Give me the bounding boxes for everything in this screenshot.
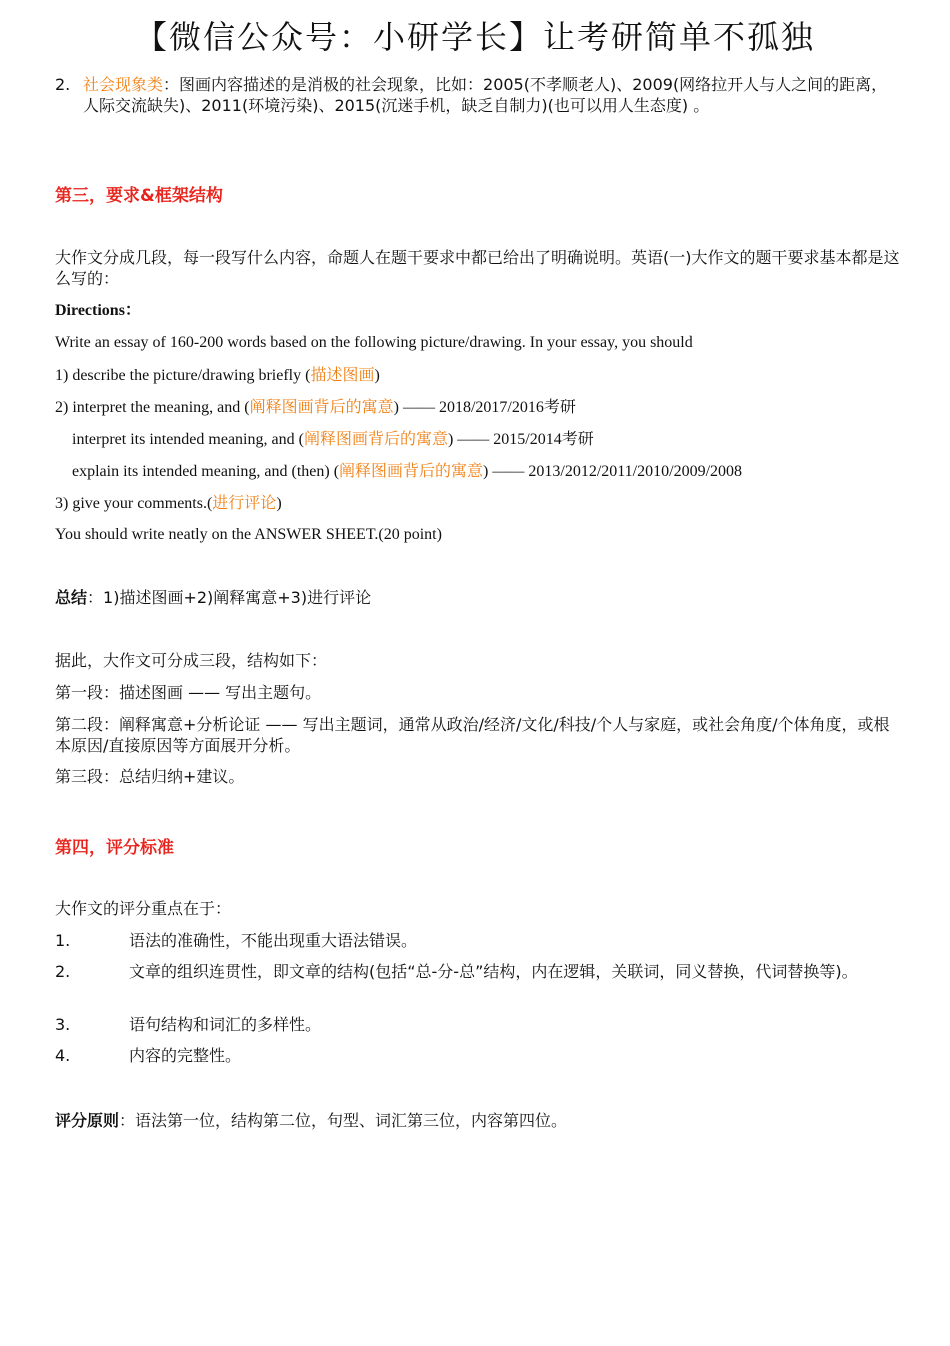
list-item (55, 961, 900, 982)
direction-1-cn: 描述图画 (310, 365, 375, 384)
direction-2-tail: 考研 (543, 397, 576, 416)
list-number: 1. (55, 931, 71, 950)
direction-2c-cn: 阐释图画背后的寓意 (339, 461, 484, 480)
direction-2-cn: 阐释图画背后的寓意 (249, 397, 394, 416)
list-item-social-phenomenon (55, 74, 900, 116)
direction-2b-tail: 考研 (561, 429, 594, 448)
scoring-intro: 大作文的评分重点在于： (55, 899, 232, 918)
direction-2c-years: ) —— 2013/2012/2011/2010/2009/2008 (483, 463, 743, 480)
direction-3-text: 3) give your comments.( (55, 495, 213, 512)
direction-item-2 (55, 396, 900, 418)
list-item (55, 930, 900, 951)
direction-2-years: ) —— 2018/2017/2016 (393, 399, 544, 416)
directions-text: Write an essay of 160-200 words based on the following picture/drawing. In your essay, you should (55, 334, 693, 351)
direction-2-text: 2) interpret the meaning, and ( (55, 399, 250, 416)
direction-2b-years: ) —— 2015/2014 (447, 431, 562, 448)
direction-2b-text: interpret its intended meaning, and ( (72, 431, 304, 448)
category-label: 社会现象类 (83, 75, 164, 94)
list-item-text: 内容的完整性。 (129, 1046, 242, 1065)
structure-intro: 据此，大作文可分成三段，结构如下： (55, 651, 328, 670)
summary-line (55, 587, 900, 608)
list-number: 3. (55, 1015, 71, 1034)
structure-paragraph-2: 第二段：阐释寓意+分析论证 —— 写出主题词，通常从政治/经济/文化/科技/个人与家庭，或社会角度/个体角度，或根本原因/直接原因等方面展开分析。 (55, 715, 890, 755)
direction-1-text: 1) describe the picture/drawing briefly ( (55, 367, 311, 384)
direction-1-close: ) (374, 367, 380, 384)
direction-2c-text: explain its intended meaning, and (then) ( (72, 463, 340, 480)
list-number: 4. (55, 1046, 71, 1065)
list-item-text: 文章的组织连贯性，即文章的结构(包括“总-分-总”结构，内在逻辑，关联词，同义替换，代词替换等)。 (129, 962, 858, 981)
direction-item-2c (55, 460, 917, 482)
list-number: 2. (55, 962, 71, 981)
directions-label: Directions： (55, 302, 141, 319)
page-header-title: 【微信公众号：小研学长】让考研简单不孤独 (134, 18, 815, 56)
direction-item-3 (55, 492, 900, 514)
section-intro-paragraph: 大作文分成几段，每一段写什么内容，命题人在题干要求中都已给出了明确说明。英语(一)大作文的题干要求基本都是这么写的： (55, 248, 900, 288)
direction-3-close: ) (276, 495, 282, 512)
answer-sheet-note: You should write neatly on the ANSWER SHEET.(20 point) (55, 526, 442, 543)
category-description: ：图画内容描述的是消极的社会现象，比如：2005(不孝顺老人)、2009(网络拉开人与人之间的距离，人际交流缺失)、2011(环境污染)、2015(沉迷手机，缺乏自制力)(也可以用人生态度) 。 (83, 75, 888, 115)
list-number: 2. (55, 75, 71, 94)
structure-paragraph-3: 第三段：总结归纳+建议。 (55, 767, 245, 786)
summary-label: 总结 (55, 588, 88, 607)
list-item (55, 1014, 900, 1035)
section-heading-requirements: 第三，要求&框架结构 (55, 186, 223, 206)
direction-2b-cn: 阐释图画背后的寓意 (303, 429, 448, 448)
direction-item-2b (55, 428, 917, 450)
section-heading-scoring: 第四，评分标准 (55, 838, 174, 858)
summary-text: ：1)描述图画+2)阐释寓意+3)进行评论 (87, 588, 372, 607)
structure-paragraph-1: 第一段：描述图画 —— 写出主题句。 (55, 683, 322, 702)
list-item-text: 语法的准确性，不能出现重大语法错误。 (129, 931, 418, 950)
direction-item-1 (55, 364, 900, 386)
principle-text: ：语法第一位，结构第二位，句型、词汇第三位，内容第四位。 (119, 1111, 568, 1130)
list-item-text: 语句结构和词汇的多样性。 (129, 1015, 322, 1034)
list-item (55, 1045, 900, 1066)
direction-3-cn: 进行评论 (212, 493, 277, 512)
scoring-principle (55, 1110, 900, 1131)
principle-label: 评分原则 (55, 1111, 120, 1130)
